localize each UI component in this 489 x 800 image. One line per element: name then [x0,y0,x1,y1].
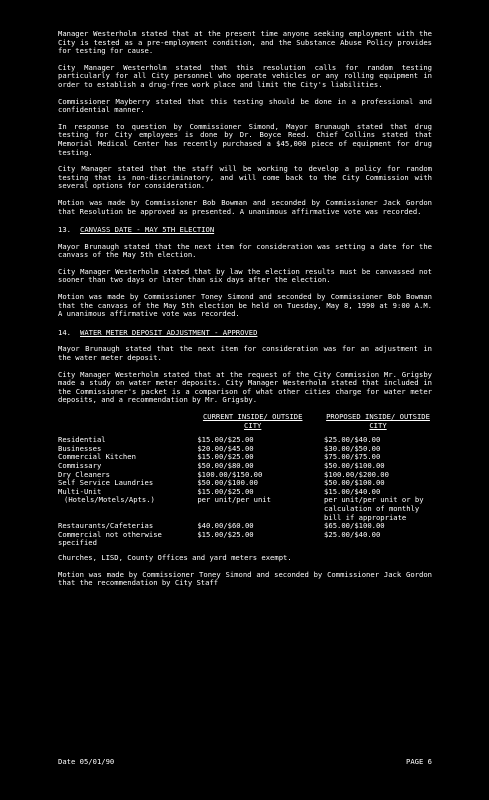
current-rate-cell: $50.00/$80.00 [197,460,254,470]
category-cell: Dry Cleaners [58,469,110,479]
table-row [58,531,432,548]
paragraph: Churches, LISD, County Offices and yard meters exempt. [58,552,292,562]
paragraph: Motion was made by Commissioner Toney Simond and seconded by Commissioner Bob Bowman that the canvass of the May 5th election be held on Tuesday, May 8, 1990 at 9:00 A.M. A unanimous affirmative vote was recorded. [58,292,432,319]
paragraph: City Manager stated that the staff will be working to develop a policy for random testing that is non-discriminatory, and will come back to the City Commission with several options for consideration. [58,164,432,191]
footer-date: Date 05/01/90 [58,757,115,766]
current-rate-cell: $15.00/$25.00 [197,529,254,539]
category-cell: Commissary [58,460,102,470]
proposed-rate-cell: $75.00/$75.00 [324,452,381,462]
current-rate-cell: $20.00/$45.00 [197,443,254,453]
paragraph: In response to question by Commissioner Simond, Mayor Brunaugh stated that drug testing for City employees is done by Dr. Boyce Reed. Chief Collins stated that Memorial Medical Center has recently purchased a $45,000 piece of equipment for drug testing. [58,121,432,157]
paragraph: City Manager Westerholm stated that this resolution calls for random testing particularly for all City personnel who operate vehicles or any rolling equipment in order to establish a drug-free work place and limit the City's liabilities. [58,62,432,89]
column-header: CURRENT INSIDE/ OUTSIDE CITY [202,412,303,430]
table-row [58,496,432,522]
section-number: 13. [58,225,71,235]
proposed-rate-cell: per unit/per unit or by calculation of monthly bill if appropriate [324,495,424,522]
current-rate-cell: $40.00/$60.00 [197,521,254,531]
section-13-heading [58,226,432,235]
paragraph: Manager Westerholm stated that at the present time anyone seeking employment with the City is tested as a pre-employment condition, and the Substance Abuse Policy provides for testing for cause. [58,29,432,56]
proposed-rate-cell: $30.00/$50.00 [324,443,381,453]
category-cell: Residential [58,435,106,445]
water-deposit-rate-table [58,413,432,548]
paragraph: City Manager Westerholm stated that at the request of the City Commission Mr. Grigsby made a study on water meter deposits. City Manager Westerholm stated that included in the Commissioner's packet is a comparison of what other cities charge for water meter deposits, and a recommendation by Mr. Grigsby. [58,369,432,405]
proposed-rate-cell: $15.00/$40.00 [324,486,381,496]
table-header-row [58,413,432,436]
category-cell: (Hotels/Motels/Apts.) [64,495,155,505]
proposed-rate-cell: $50.00/$100.00 [324,460,385,470]
category-cell: Self Service Laundries [58,478,154,488]
category-cell: Multi-Unit [58,486,102,496]
current-rate-cell: $15.00/$25.00 [197,435,254,445]
proposed-rate-cell: $65.00/$100.00 [324,521,385,531]
paragraph: Motion was made by Commissioner Toney Simond and seconded by Commissioner Jack Gordon that the recommendation by City Staff [58,569,432,588]
paragraph: Mayor Brunaugh stated that the next item for consideration was setting a date for the canvass of the May 5th election. [58,241,432,260]
current-rate-cell: $50.00/$100.00 [197,478,258,488]
current-rate-cell: $100.00/$150.00 [197,469,263,479]
paragraph: City Manager Westerholm stated that by law the election results must be canvassed not sooner than two days or later than six days after the election. [58,266,432,285]
current-rate-cell: per unit/per unit [197,495,271,505]
column-header: PROPOSED INSIDE/ OUTSIDE CITY [326,412,430,430]
current-rate-cell: $15.00/$25.00 [197,452,254,462]
current-rate-cell: $15.00/$25.00 [197,486,254,496]
category-cell: Businesses [58,443,102,453]
category-cell: Commercial not otherwise specified [58,529,162,548]
section-title: CANVASS DATE - MAY 5TH ELECTION [80,225,215,235]
footer-page-number: PAGE 6 [406,757,432,766]
section-title: WATER METER DEPOSIT ADJUSTMENT - APPROVED [80,327,258,337]
column-header [58,413,173,436]
paragraph: Mayor Brunaugh stated that the next item for consideration was for an adjustment in the water meter deposit. [58,344,432,363]
proposed-rate-cell: $50.00/$100.00 [324,478,385,488]
category-cell: Commercial Kitchen [58,452,136,462]
proposed-rate-cell: $25.00/$40.00 [324,435,381,445]
proposed-rate-cell: $100.00/$200.00 [324,469,389,479]
paragraph: Commissioner Mayberry stated that this testing should be done in a professional and confidential manner. [58,96,432,115]
section-14-heading [58,329,432,338]
proposed-rate-cell: $25.00/$40.00 [324,529,381,539]
section-number: 14. [58,327,71,337]
paragraph: Motion was made by Commissioner Bob Bowman and seconded by Commissioner Jack Gordon that Resolution be approved as presented. A unanimous affirmative vote was recorded. [58,197,432,216]
category-cell: Restaurants/Cafeterias [58,521,154,531]
document-page [58,30,432,596]
top-paragraphs [58,30,432,216]
